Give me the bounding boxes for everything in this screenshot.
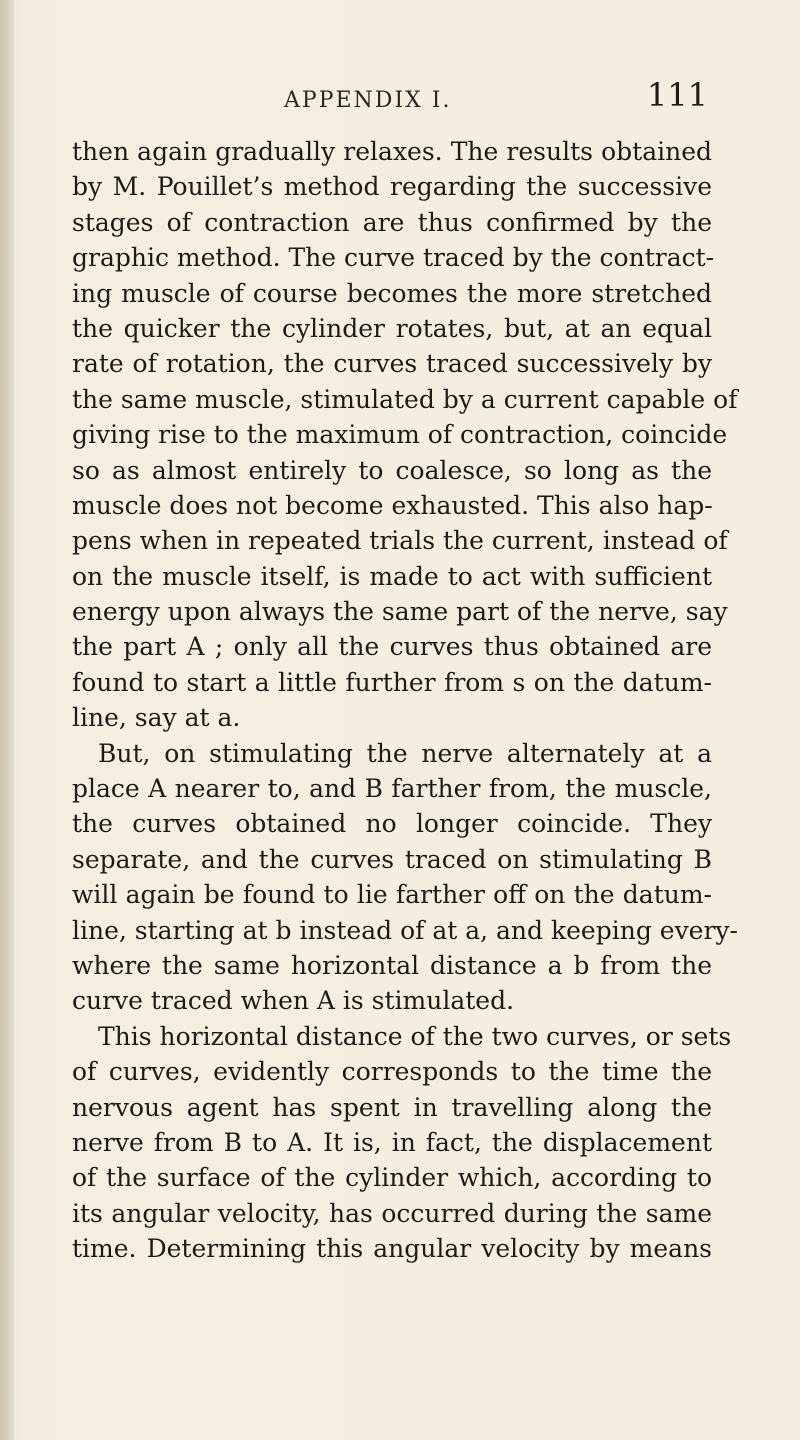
text-line: nerve from B to A. It is, in fact, the displacement	[72, 1127, 712, 1157]
text-line: muscle does not become exhausted. This also hap-	[72, 490, 713, 520]
text-line: time. Determining this angular velocity by means	[72, 1234, 712, 1264]
text-line: found to start a little further from s on the datum-	[72, 667, 712, 697]
text-line: on the muscle itself, is made to act with sufficient	[72, 561, 712, 591]
body-text	[72, 134, 739, 1267]
text-line: line, say at a.	[72, 703, 241, 733]
text-line: place A nearer to, and B farther from, the muscle,	[72, 774, 712, 804]
text-line: rate of rotation, the curves traced successively by	[72, 349, 712, 379]
text-line: will again be found to lie farther off on the datum-	[72, 880, 712, 910]
text-line: where the same horizontal distance a b from the	[72, 950, 712, 980]
text-line: stages of contraction are thus confirmed by the	[72, 207, 712, 237]
text-line: the quicker the cylinder rotates, but, at an equal	[72, 313, 712, 343]
text-line: This horizontal distance of the two curves, or sets	[98, 1021, 732, 1051]
text-line: ing muscle of course becomes the more stretched	[72, 278, 712, 308]
text-line: But, on stimulating the nerve alternately at a	[98, 738, 712, 768]
text-line: by M. Pouillet’s method regarding the successive	[72, 172, 712, 202]
page-header	[88, 76, 708, 124]
text-line: then again gradually relaxes. The results obtained	[72, 137, 712, 166]
text-line: separate, and the curves traced on stimulating B	[72, 844, 712, 874]
text-line: pens when in repeated trials the current, instead of	[72, 526, 728, 556]
running-head: APPENDIX I.	[284, 88, 452, 113]
text-line: its angular velocity, has occurred during the same	[72, 1198, 712, 1228]
page-gutter	[0, 0, 14, 1440]
text-line: so as almost entirely to coalesce, so long as the	[72, 455, 712, 485]
text-line: the part A ; only all the curves thus obtained are	[72, 632, 712, 662]
text-line: nervous agent has spent in travelling along the	[72, 1092, 712, 1122]
text-line: of curves, evidently corresponds to the time the	[72, 1057, 712, 1087]
text-line: curve traced when A is stimulated.	[72, 986, 515, 1016]
text-line: of the surface of the cylinder which, according to	[72, 1163, 712, 1193]
text-line: the curves obtained no longer coincide. They	[72, 809, 712, 839]
text-line: graphic method. The curve traced by the contract-	[72, 243, 715, 273]
text-line: giving rise to the maximum of contraction, coincide	[72, 420, 728, 450]
text-line: energy upon always the same part of the nerve, say	[72, 597, 728, 627]
text-line: line, starting at b instead of at a, and keeping every-	[72, 915, 739, 945]
page-number: 111	[646, 76, 708, 114]
text-line: the same muscle, stimulated by a current capable of	[72, 384, 738, 414]
